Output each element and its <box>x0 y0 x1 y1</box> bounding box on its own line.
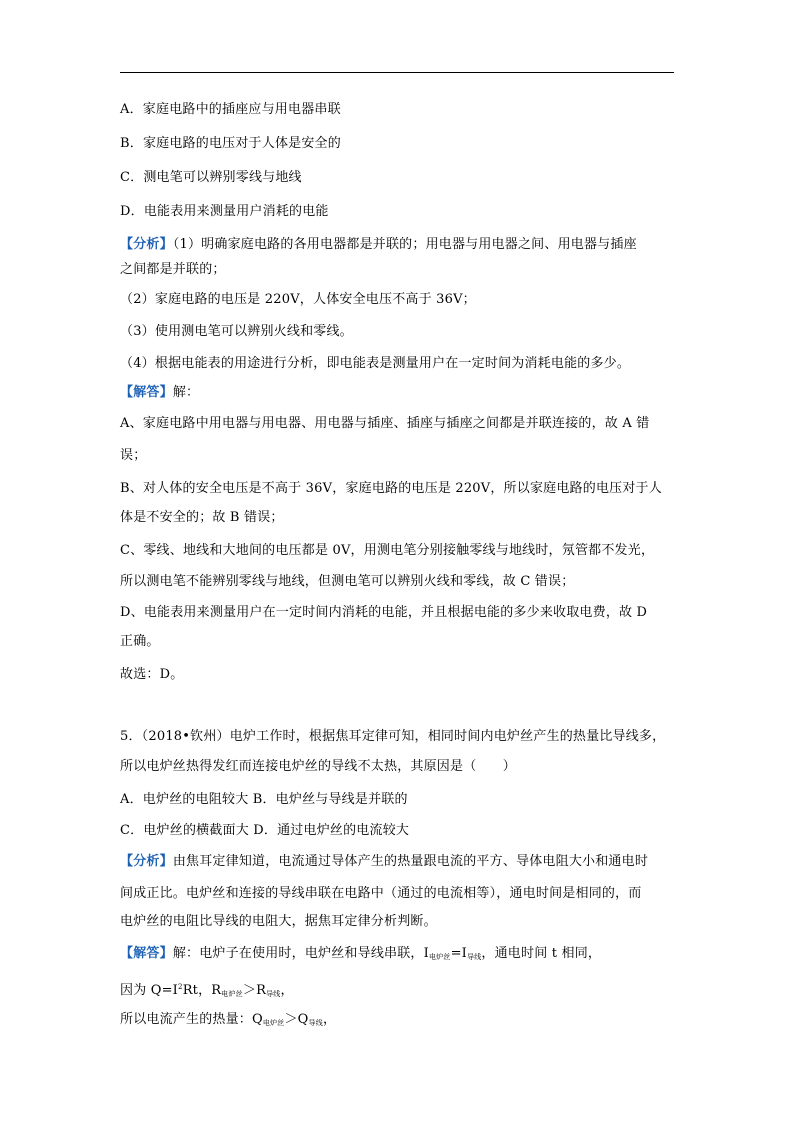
q4-answer-line: 误； <box>120 448 147 463</box>
answer-tag: 【解答】 <box>120 385 173 400</box>
q4-analysis-line: （4）根据电能表的用途进行分析，即电能表是测量用户在一定时间为消耗电能的多少。 <box>120 356 631 371</box>
q4-answer-line: C、零线、地线和大地间的电压都是 0V，用测电笔分别接触零线与地线时，氖管都不发光， <box>120 543 655 558</box>
q4-answer-line: 正确。 <box>120 634 160 649</box>
answer-tag: 【解答】 <box>120 946 173 961</box>
q4-answer-line: 所以测电笔不能辨别零线与地线，但测电笔可以辨别火线和零线，故 C 错误； <box>120 574 575 589</box>
q5-answer-line: 所以电流产生的热量：$Q_{电炉丝}>Q_{导线}$， <box>120 1012 337 1027</box>
q4-answer-line: D、电能表用来测量用户在一定时间内消耗的电能，并且根据电能的多少来收取电费，故 D <box>120 605 648 620</box>
q4-choice: 故选：D。 <box>120 667 184 682</box>
q4-analysis-line: 【分析】（1）明确家庭电路的各用电器都是并联的；用电器与用电器之间、用电器与插座 <box>120 237 637 252</box>
q4-option-d: D．电能表用来测量用户消耗的电能 <box>120 204 329 219</box>
q5-answer-line: 因为 $Q=I^2Rt$，$R_{电炉丝}>R_{导线}$， <box>120 983 294 998</box>
q4-answer-header: 【解答】解： <box>120 385 200 400</box>
q4-option-b: B．家庭电路的电压对于人体是安全的 <box>120 136 341 151</box>
q4-option-c: C．测电笔可以辨别零线与地线 <box>120 170 302 185</box>
q5-stem-line: 5．（2018•钦州）电炉工作时，根据焦耳定律可知，相同时间内电炉丝产生的热量比导线多， <box>120 729 666 744</box>
q4-answer-line: B、对人体的安全电压是不高于 36V，家庭电路的电压是 220V，所以家庭电路的电压对于人 <box>120 481 662 496</box>
q5-options-ab: A．电炉丝的电阻较大 B．电炉丝与导线是并联的 <box>120 792 408 807</box>
q5-stem-line: 所以电炉丝热得发红而连接电炉丝的导线不太热，其原因是（ ） <box>120 759 517 774</box>
q5-analysis-line: 间成正比。电炉丝和连接的导线串联在电路中（通过的电流相等），通电时间是相同的，而 <box>120 886 642 901</box>
header-rule <box>120 72 674 73</box>
q4-option-a: A．家庭电路中的插座应与用电器串联 <box>120 102 341 117</box>
q4-answer-line: A、家庭电路中用电器与用电器、用电器与插座、插座与插座之间都是并联连接的，故 A 错 <box>120 416 650 431</box>
analysis-tag: 【分析】 <box>120 237 173 252</box>
q5-analysis-line: 【分析】由焦耳定律知道，电流通过导体产生的热量跟电流的平方、导体电阻大小和通电时 <box>120 854 649 869</box>
q4-analysis-line: 之间都是并联的； <box>120 262 226 277</box>
q5-options-cd: C．电炉丝的横截面大 D．通过电炉丝的电流较大 <box>120 823 410 838</box>
q4-answer-line: 体是不安全的；故 B 错误； <box>120 510 284 525</box>
q4-analysis-line: （3）使用测电笔可以辨别火线和零线。 <box>120 324 353 339</box>
analysis-tag: 【分析】 <box>120 854 173 869</box>
q5-analysis-line: 电炉丝的电阻比导线的电阻大，据焦耳定律分析判断。 <box>120 914 437 929</box>
q4-analysis-line: （2）家庭电路的电压是 220V，人体安全电压不高于 36V； <box>120 292 476 307</box>
q5-answer-line: 【解答】解：电炉子在使用时，电炉丝和导线串联，$I_{电炉丝}=I_{导线}$，通电时间 t 相同， <box>120 946 602 961</box>
